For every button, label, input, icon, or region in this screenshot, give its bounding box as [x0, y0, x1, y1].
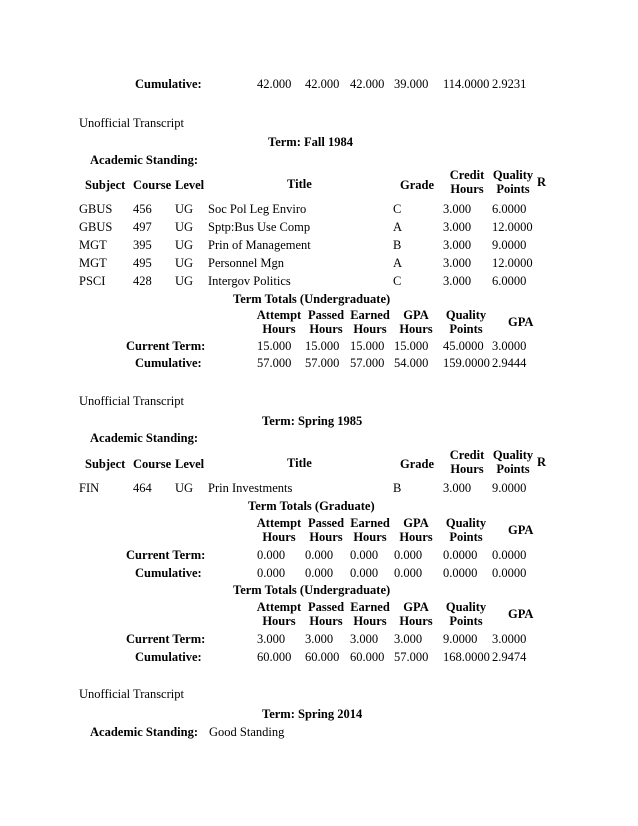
unofficial-transcript-label: Unofficial Transcript	[79, 116, 184, 130]
header-passed-hours: Passed Hours	[307, 308, 345, 336]
header-level: Level	[175, 178, 205, 192]
header-quality-points: Quality Points	[492, 168, 534, 196]
header-credit-hours: Credit Hours	[449, 168, 485, 196]
unofficial-transcript-label: Unofficial Transcript	[79, 394, 184, 408]
header-gpa: GPA	[508, 523, 534, 537]
header-level: Level	[175, 457, 205, 471]
term-heading: Term: Fall 1984	[268, 135, 353, 149]
header-gpa: GPA	[508, 607, 534, 621]
term-heading: Term: Spring 1985	[262, 414, 363, 428]
header-subject: Subject	[85, 178, 126, 192]
header-attempt-hours: Attempt Hours	[256, 308, 302, 336]
header-attempt-hours: Attempt Hours	[256, 600, 302, 628]
header-grade: Grade	[400, 178, 435, 192]
header-course: Course	[133, 178, 172, 192]
academic-standing-label: Academic Standing:	[90, 431, 198, 445]
header-earned-hours: Earned Hours	[350, 308, 390, 336]
header-credit-hours: Credit Hours	[449, 448, 485, 476]
header-r: R	[537, 455, 547, 469]
term-heading: Term: Spring 2014	[262, 707, 363, 721]
header-earned-hours: Earned Hours	[350, 516, 390, 544]
top-cumulative-quality: 114.0000	[443, 77, 490, 91]
academic-standing-label: Academic Standing:	[90, 725, 198, 739]
top-cumulative-earned: 42.000	[350, 77, 385, 91]
term-totals-heading: Term Totals (Undergraduate)	[233, 292, 391, 306]
header-title: Title	[287, 456, 312, 470]
top-cumulative-attempt: 42.000	[257, 77, 292, 91]
transcript-page: Cumulative: 42.000 42.000 42.000 39.000 114.0000 2.9231 Unofficial Transcript Term: Fall 1984 Academic Standing: Subject Course Level Title Grade Credit Hours Quality Points R GBUS 456 UG Soc Pol Leg Enviro C 3.000 6.0000 GBUS 497 UG Sptp:Bus Use Comp A 3.000 12.0000 MGT 395 UG Prin of Management B 3.000 9.0000 MGT 495 UG Personnel Mgn A 3.000 12.0000 PSCI 428 UG Intergov Politics C 3.000 6.0000 Term Totals (Undergraduate) Attempt Hours Passed Hours Earned Hours GPA Hours Quality Points GPA Current Term: 15.000 15.000 15.000 15.000 45.0000 3.0000 Cumulative: 57.000 57.000 57.000 54.000 159.0000 2.9444 Unofficial Transcript Term: Spring 1985 Academic Standing: Subject Course Level Title Grade Credit Hours Quality Points R FIN 464 UG Prin Investments B 3.000 9.0000 Term Totals (Graduate) Attempt Hours Passed Hours Earned Hours GPA Hours Quality Points GPA Current Term: 0.000 0.000 0.000 0.000 0.0000 0.0000 Cumulative: 0.000 0.000 0.000 0.000 0.0000 0.0000 Term Totals (Undergraduate) Attempt Hours Passed Hours Earned Hours GPA Hours Quality Points GPA Current Term: 3.000 3.000 3.000 3.000 9.0000 3.0000 Cumulative: 60.000 60.000 60.000 57.000 168.0000 2.9474 Unofficial Transcript Term: Spring 2014 Academic Standing: Good Standing	[79, 77, 547, 739]
header-r: R	[537, 175, 547, 189]
top-cumulative-passed: 42.000	[305, 77, 340, 91]
header-gpa-hours: GPA Hours	[399, 600, 433, 628]
top-cumulative-gpa-hours: 39.000	[394, 77, 429, 91]
header-gpa: GPA	[508, 315, 534, 329]
academic-standing-value: Good Standing	[209, 725, 285, 739]
header-quality-points: Quality Points	[445, 516, 487, 544]
term-totals-heading: Term Totals (Graduate)	[248, 499, 375, 513]
header-gpa-hours: GPA Hours	[399, 516, 433, 544]
header-grade: Grade	[400, 457, 435, 471]
unofficial-transcript-label: Unofficial Transcript	[79, 687, 184, 701]
top-cumulative-label: Cumulative:	[135, 77, 202, 91]
term-totals-heading: Term Totals (Undergraduate)	[233, 583, 391, 597]
top-cumulative-gpa: 2.9231	[492, 77, 527, 91]
header-passed-hours: Passed Hours	[307, 600, 345, 628]
header-quality-points: Quality Points	[445, 308, 487, 336]
header-gpa-hours: GPA Hours	[399, 308, 433, 336]
header-attempt-hours: Attempt Hours	[256, 516, 302, 544]
header-quality-points: Quality Points	[492, 448, 534, 476]
header-subject: Subject	[85, 457, 126, 471]
header-title: Title	[287, 177, 312, 191]
header-quality-points: Quality Points	[445, 600, 487, 628]
academic-standing-label: Academic Standing:	[90, 153, 198, 167]
header-passed-hours: Passed Hours	[307, 516, 345, 544]
header-earned-hours: Earned Hours	[350, 600, 390, 628]
header-course: Course	[133, 457, 172, 471]
